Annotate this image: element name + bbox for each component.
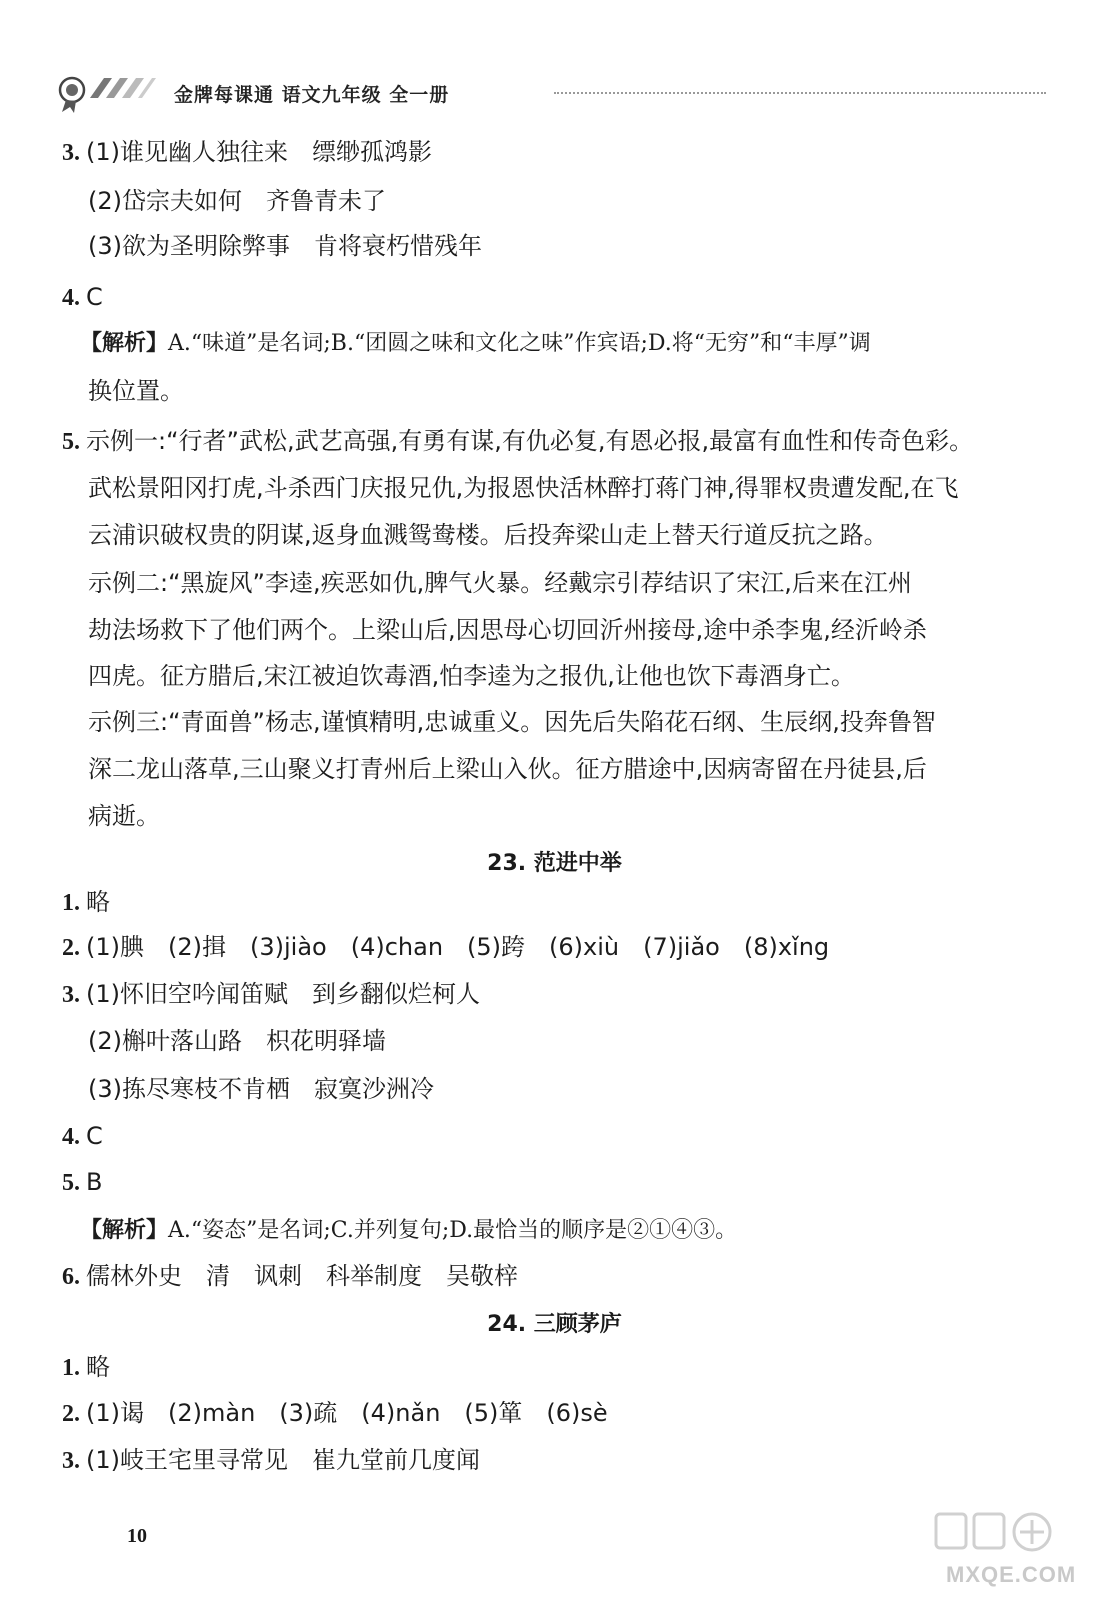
analysis-line (80, 1213, 737, 1248)
header-title: 金牌每课通 语文九年级 全一册 (174, 84, 450, 106)
answer-line (62, 1350, 110, 1385)
line-text: 儒林外史 清 讽刺 科举制度 吴敬梓 (86, 1262, 518, 1290)
question-number: 4. (62, 285, 80, 311)
question-number: 1. (62, 1355, 80, 1381)
answer-line (62, 1119, 103, 1154)
question-number: 5. (62, 1170, 80, 1196)
line-text: (1)怀旧空吟闻笛赋 到乡翻似烂柯人 (86, 980, 480, 1008)
book-logo-icon (56, 70, 166, 114)
answer-line (62, 1443, 480, 1478)
line-text: 示例二:“黑旋风”李逵,疾恶如仇,脾气火暴。经戴宗引荐结识了宋江,后来在江州 (88, 569, 912, 597)
continuation-line (88, 471, 959, 505)
analysis-line (80, 326, 871, 361)
analysis-tag: 【解析】 (80, 330, 169, 356)
line-text: 换位置。 (88, 377, 184, 405)
question-number: 3. (62, 1448, 80, 1474)
answer-line (62, 280, 103, 315)
answer-line (62, 424, 973, 459)
watermark-logo (932, 1508, 1092, 1588)
line-text: (1)谒 (2)màn (3)疏 (4)nǎn (5)箪 (6)sè (86, 1399, 608, 1427)
answer-line (62, 1259, 518, 1294)
question-number: 4. (62, 1124, 80, 1150)
line-text: B (86, 1168, 103, 1196)
answer-line (88, 229, 482, 263)
answer-line (62, 977, 480, 1012)
section-title: 23. 范进中举 (487, 851, 622, 876)
line-text: 劫法场救下了他们两个。上梁山后,因思母心切回沂州接母,途中杀李鬼,经沂岭杀 (88, 616, 927, 644)
line-text: (1)岐王宅里寻常见 崔九堂前几度闻 (86, 1446, 480, 1474)
line-text: 示例一:“行者”武松,武艺高强,有勇有谋,有仇必复,有恩必报,最富有血性和传奇色彩。 (86, 427, 974, 455)
line-text: 四虎。征方腊后,宋江被迫饮毒酒,怕李逵为之报仇,让他也饮下毒酒身亡。 (88, 662, 855, 690)
page-header (56, 70, 1046, 114)
line-text: 云浦识破权贵的阴谋,返身血溅鸳鸯楼。后投奔梁山走上替天行道反抗之路。 (88, 521, 888, 549)
question-number: 2. (62, 935, 80, 961)
line-text: 病逝。 (88, 802, 160, 830)
line-text: C (86, 1122, 103, 1150)
continuation-line (88, 613, 927, 647)
line-text: A.“姿态”是名词;C.并列复句;D.最恰当的顺序是②①④③。 (168, 1218, 738, 1243)
continuation-line (88, 799, 160, 833)
question-number: 3. (62, 140, 80, 166)
continuation-line (88, 374, 184, 408)
watermark-icon (932, 1508, 1092, 1564)
line-text: (3)欲为圣明除弊事 肯将衰朽惜残年 (88, 232, 482, 260)
line-text: 示例三:“青面兽”杨志,谨慎精明,忠诚重义。因先后失陷花石纲、生辰纲,投奔鲁智 (88, 708, 936, 736)
answer-line (62, 1396, 608, 1431)
continuation-line (88, 659, 855, 693)
question-number: 5. (62, 429, 80, 455)
answer-line (62, 885, 110, 920)
answer-line (88, 1024, 386, 1058)
line-text: (3)拣尽寒枝不肯栖 寂寞沙洲冷 (88, 1075, 434, 1103)
continuation-line (88, 566, 912, 600)
line-text: 略 (86, 888, 110, 916)
analysis-tag: 【解析】 (80, 1217, 169, 1243)
line-text: C (86, 283, 103, 311)
line-text: (2)槲叶落山路 枳花明驿墙 (88, 1027, 386, 1055)
question-number: 1. (62, 890, 80, 916)
question-number: 6. (62, 1264, 80, 1290)
answer-line (88, 184, 386, 218)
line-text: (1)腆 (2)揖 (3)jiào (4)chan (5)跨 (6)xiù (7)jiǎo (8)xǐng (86, 933, 830, 961)
answer-line (62, 135, 432, 170)
answer-line (88, 1072, 434, 1106)
continuation-line (88, 752, 927, 786)
line-text: 深二龙山落草,三山聚义打青州后上梁山入伙。征方腊途中,因病寄留在丹徒县,后 (88, 755, 927, 783)
watermark-text: MXQE.COM (946, 1562, 1077, 1587)
continuation-line (88, 705, 936, 739)
question-number: 3. (62, 982, 80, 1008)
answer-line (62, 930, 829, 965)
header-rule (554, 92, 1046, 94)
line-text: 略 (86, 1353, 110, 1381)
line-text: (1)谁见幽人独往来 缥缈孤鸿影 (86, 138, 432, 166)
continuation-line (88, 518, 888, 552)
line-text: (2)岱宗夫如何 齐鲁青未了 (88, 187, 386, 215)
page-number: 10 (127, 1525, 147, 1547)
line-text: 武松景阳冈打虎,斗杀西门庆报兄仇,为报恩快活林醉打蒋门神,得罪权贵遭发配,在飞 (88, 474, 959, 502)
question-number: 2. (62, 1401, 80, 1427)
answer-line (62, 1165, 102, 1200)
line-text: A.“味道”是名词;B.“团圆之味和文化之味”作宾语;D.将“无穷”和“丰厚”调 (168, 331, 871, 356)
section-title: 24. 三顾茅庐 (487, 1312, 622, 1337)
